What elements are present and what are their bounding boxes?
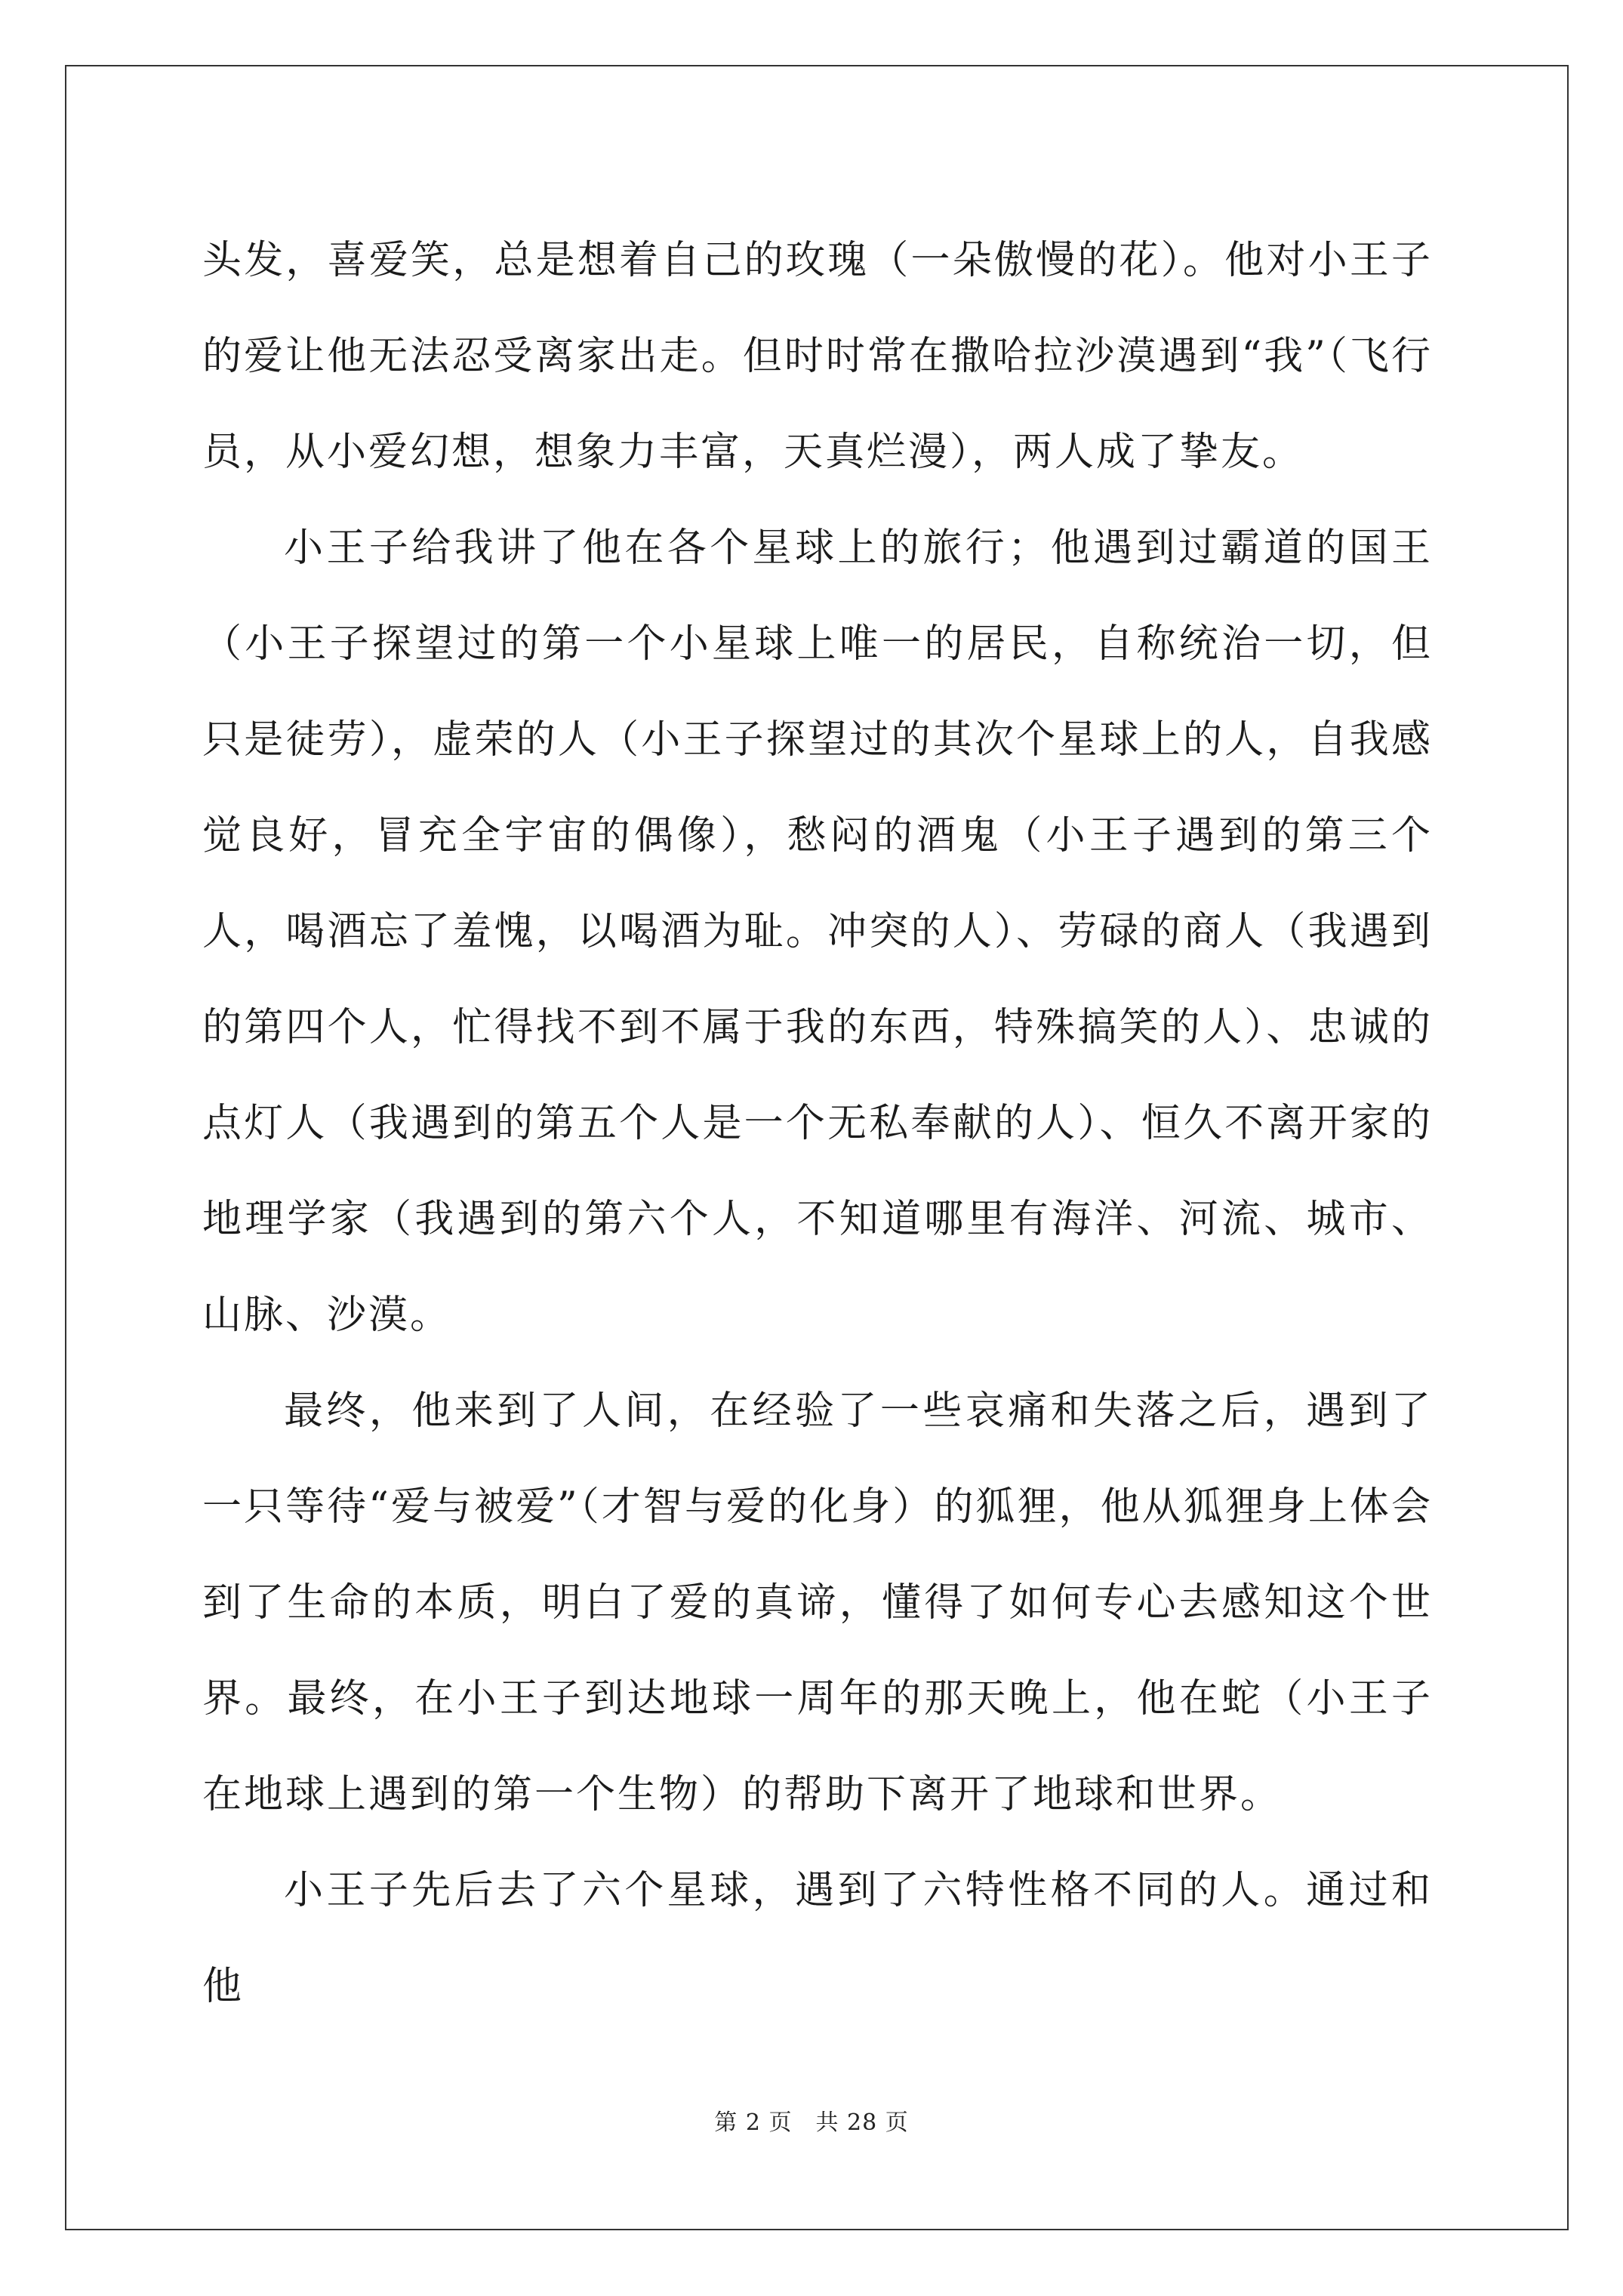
paragraph-2: 小王子给我讲了他在各个星球上的旅行；他遇到过霸道的国王（小王子探望过的第一个小星球上唯一的居民，自称统治一切，但只是徒劳），虚荣的人（小王子探望过的其次个星球上的人，自我感觉良好，冒充全宇宙的偶像），愁闷的酒鬼（小王子遇到的第三个人，喝酒忘了羞愧，以喝酒为耻。冲突的人）、劳碌的商人（我遇到的第四个人，忙得找不到不属于我的东西，特殊搞笑的人）、忠诚的点灯人（我遇到的第五个人是一个无私奉献的人）、恒久不离开家的地理学家（我遇到的第六个人，不知道哪里有海洋、河流、城市、山脉、沙漠。 (202, 525, 1433, 1338)
paragraph-3: 最终，他来到了人间，在经验了一些哀痛和失落之后，遇到了一只等待“爱与被爱”（才智与爱的化身）的狐狸，他从狐狸身上体会到了生命的本质，明白了爱的真谛，懂得了如何专心去感知这个世界。最终，在小王子到达地球一周年的那天晚上，他在蛇（小王子在地球上遇到的第一个生物）的帮助下离开了地球和世界。 (202, 1388, 1433, 1817)
document-body (202, 213, 1433, 2035)
paragraph-1: 头发，喜爱笑，总是想着自己的玫瑰（一朵傲慢的花）。他对小王子的爱让他无法忍受离家出走。但时时常在撒哈拉沙漠遇到“我”（飞行员，从小爱幻想，想象力丰富，天真烂漫），两人成了挚友。 (202, 238, 1433, 475)
page-number: 第 2 页 共 28 页 (714, 2110, 909, 2136)
paragraph-4: 小王子先后去了六个星球，遇到了六特性格不同的人。通过和他 (202, 1868, 1433, 2009)
